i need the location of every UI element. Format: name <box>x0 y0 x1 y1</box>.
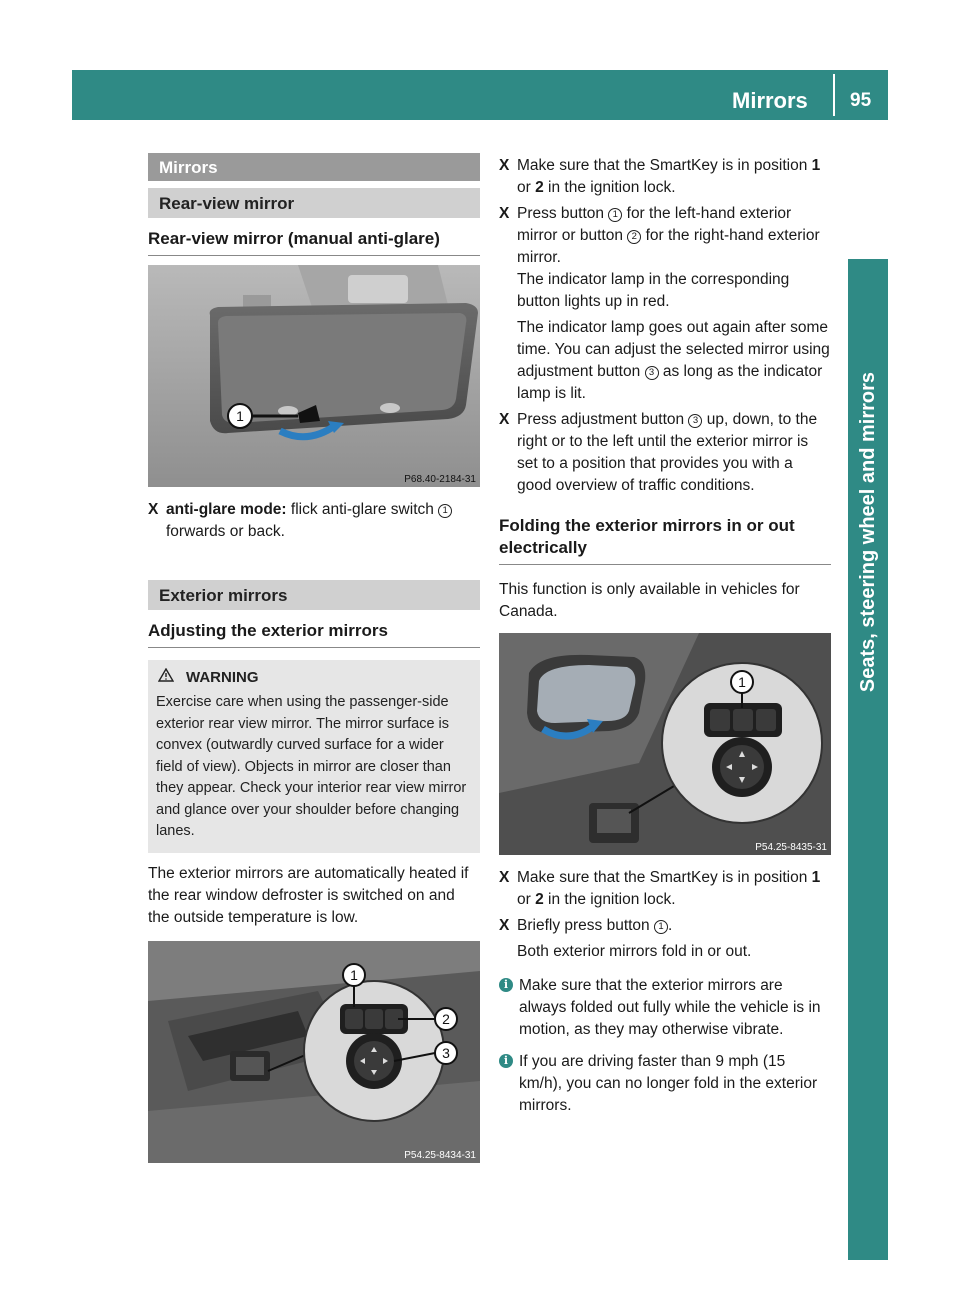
position-1: 1 <box>811 157 821 174</box>
heading-adjusting-exterior-mirrors: Adjusting the exterior mirrors <box>148 620 480 648</box>
warning-triangle-icon <box>158 668 174 686</box>
step-text: The indicator lamp goes out again after some time. You can adjust the selected mirror using adjustment button <box>517 319 830 380</box>
info-icon: i <box>499 978 513 992</box>
side-tab-chapter: Seats, steering wheel and mirrors <box>857 371 879 693</box>
header-section-title: Mirrors <box>732 88 808 113</box>
step-press-fold-button <box>499 915 831 963</box>
position-2: 2 <box>535 891 544 908</box>
position-1: 1 <box>811 869 821 886</box>
heading-rear-view-mirror: Rear-view mirror (manual anti-glare) <box>148 228 480 256</box>
step-marker: X <box>499 157 510 174</box>
step-text: in the ignition lock. <box>543 891 676 908</box>
fig1-callout-label: 1 <box>236 408 244 424</box>
step-antiglare <box>148 499 480 543</box>
step-text: as long as the indicator lamp is lit. <box>517 363 823 402</box>
step-text: Make sure that the SmartKey is in position <box>517 869 812 886</box>
step-marker: X <box>148 501 159 518</box>
callout-3: 3 <box>645 366 659 380</box>
warning-box <box>148 660 480 853</box>
para-canada-only: This function is only available in vehicles for Canada. <box>499 581 800 620</box>
callout-1: 1 <box>438 504 452 518</box>
header-divider <box>833 74 835 116</box>
info-note-folded-out <box>499 975 831 1041</box>
warning-title: WARNING <box>186 668 259 686</box>
figure-rear-view-mirror <box>148 265 480 487</box>
figure-door-mirror-buttons <box>148 941 480 1163</box>
step-text: Briefly press button <box>517 917 654 934</box>
callout-1: 1 <box>654 920 668 934</box>
step-text: flick anti-glare switch <box>286 501 439 518</box>
step-marker: X <box>499 869 510 886</box>
mirror-fold-illustration <box>499 633 831 855</box>
section-title-mirrors: Mirrors <box>148 153 480 181</box>
step-text: Press button <box>517 205 609 222</box>
right-column <box>499 155 831 1117</box>
fig3-callout-1: 1 <box>738 674 746 690</box>
info-text: Make sure that the exterior mirrors are always folded out fully while the vehicle is in motion, as they may otherwise vibrate. <box>519 977 821 1038</box>
step-text: for the right-hand exterior mirror. <box>517 227 820 266</box>
step-bold-label: anti-glare mode: <box>166 501 287 518</box>
fig2-callout-2: 2 <box>442 1010 450 1027</box>
subsection-exterior-mirrors: Exterior mirrors <box>148 580 480 610</box>
step-text: for the left-hand exterior mirror or button <box>517 205 792 244</box>
info-text: If you are driving faster than 9 mph (15 km/h), you can no longer fold in the exterior mirrors. <box>519 1053 818 1114</box>
step-marker: X <box>499 917 510 934</box>
figure-reference: P68.40-2184-31 <box>404 474 476 485</box>
step-text: forwards or back. <box>166 523 285 540</box>
step-text: up, down, to the right or to the left until the exterior mirror is set to a position that provides you with a good overview of traffic conditions. <box>517 411 818 494</box>
step-result-text: Both exterior mirrors fold in or out. <box>517 943 752 960</box>
warning-title-row <box>156 668 470 686</box>
step-text: Make sure that the SmartKey is in position <box>517 157 812 174</box>
side-tab-gap <box>848 125 888 259</box>
fig2-callout-3: 3 <box>442 1044 450 1061</box>
callout-1: 1 <box>608 208 622 222</box>
step-text: or <box>517 179 536 196</box>
step-marker: X <box>499 205 510 222</box>
subsection-rear-view-mirror: Rear-view mirror <box>148 188 480 218</box>
step-text: . <box>667 917 673 934</box>
step-text: Press adjustment button <box>517 411 689 428</box>
heading-folding-mirrors: Folding the exterior mirrors in or out electrically <box>499 515 831 565</box>
info-icon: i <box>499 1054 513 1068</box>
door-panel-illustration <box>148 941 480 1163</box>
left-column <box>148 153 480 1163</box>
warning-body: Exercise care when using the passenger-side exterior rear view mirror. The mirror surface is convex (outwardly curved surface for a wider field of view). Objects in mirror are closer than they appear. Check your interior rear view mirror and glance over your shoulder before changing lanes. <box>156 694 467 839</box>
info-note-speed-limit <box>499 1051 831 1117</box>
fig2-callout-1: 1 <box>350 966 358 983</box>
step-marker: X <box>499 411 510 428</box>
step-adjust-button <box>499 409 831 497</box>
step-smartkey-position-2 <box>499 867 831 911</box>
step-text: in the ignition lock. <box>543 179 676 196</box>
figure-reference: P54.25-8434-31 <box>404 1149 476 1161</box>
step-text: or <box>517 891 536 908</box>
callout-3: 3 <box>688 414 702 428</box>
figure-mirror-fold-button <box>499 633 831 855</box>
position-2: 2 <box>535 179 544 196</box>
step-press-mirror-button <box>499 203 831 405</box>
figure-reference: P54.25-8435-31 <box>755 842 827 853</box>
step-result-text: The indicator lamp in the corresponding button lights up in red. <box>517 271 790 310</box>
page-number: 95 <box>850 90 872 111</box>
step-result-text <box>517 317 831 405</box>
para-heated-mirrors: The exterior mirrors are automatically heated if the rear window defroster is switched on and the outside temperature is low. <box>148 864 469 926</box>
callout-2: 2 <box>627 230 641 244</box>
rear-view-mirror-illustration <box>148 265 480 487</box>
step-smartkey-position <box>499 155 831 199</box>
